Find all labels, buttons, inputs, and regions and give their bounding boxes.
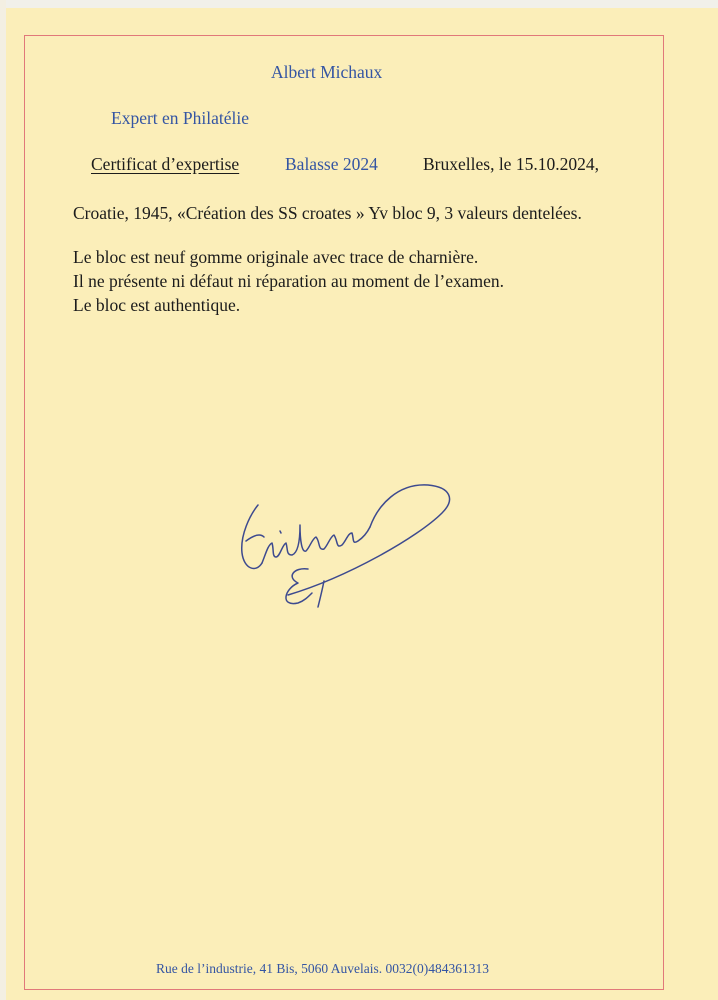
certificate-subject: Croatie, 1945, «Création des SS croates » Yv bloc 9, 3 valeurs dentelées. <box>73 203 582 223</box>
expert-title: Expert en Philatélie <box>111 108 250 128</box>
certificate-label: Certificat d’expertise <box>91 154 240 174</box>
handwritten-signature <box>228 465 464 615</box>
paper-top-edge <box>0 0 718 8</box>
certificate-place-date: Bruxelles, le 15.10.2024, <box>423 154 599 174</box>
paper-left-edge <box>0 0 6 1000</box>
expert-name: Albert Michaux <box>271 62 383 82</box>
body-line-authenticity: Le bloc est authentique. <box>73 295 241 315</box>
footer-address: Rue de l’industrie, 41 Bis, 5060 Auvelais. 0032(0)484361313 <box>156 961 489 976</box>
body-line-defects: Il ne présente ni défaut ni réparation au moment de l’examen. <box>73 271 505 291</box>
body-line-condition: Le bloc est neuf gomme originale avec trace de charnière. <box>73 247 479 267</box>
certificate-reference: Balasse 2024 <box>285 154 378 174</box>
